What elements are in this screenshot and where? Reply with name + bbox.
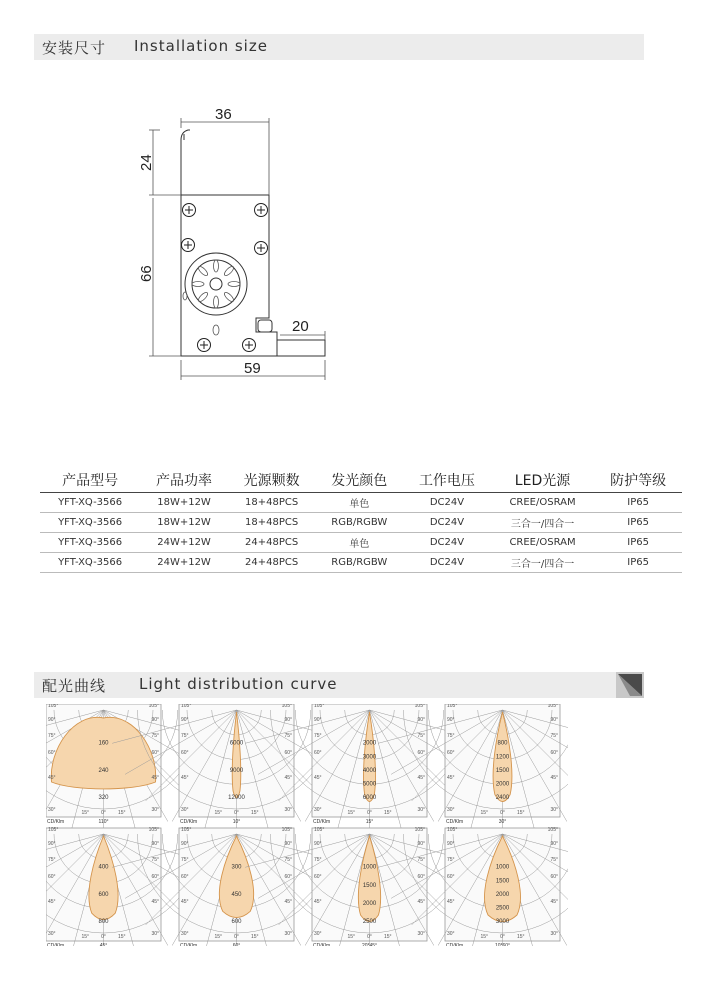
angle-label: 90° bbox=[550, 841, 558, 847]
table-row bbox=[40, 493, 682, 513]
unit-label: CD/Klm bbox=[313, 943, 331, 946]
cell: 24W+12W bbox=[140, 533, 228, 553]
dim-top-width: 36 bbox=[215, 106, 232, 123]
value-label: 1500 bbox=[495, 767, 510, 774]
value-label: 600 bbox=[98, 891, 109, 898]
angle-label: 75° bbox=[417, 733, 425, 739]
angle-label: 30° bbox=[417, 807, 425, 813]
angle-label: 15° bbox=[516, 934, 525, 940]
angle-label: 15° bbox=[516, 810, 525, 816]
header-voltage: 工作电压 bbox=[403, 468, 491, 493]
value-label: 5000 bbox=[362, 781, 377, 788]
angle-label: 45° bbox=[550, 775, 558, 781]
angle-label: 60° bbox=[181, 750, 189, 756]
beam-angle-label: 10*60° bbox=[494, 943, 511, 946]
angle-label: 75° bbox=[181, 733, 189, 739]
angle-label: 60° bbox=[447, 750, 455, 756]
angle-label: 15° bbox=[214, 810, 223, 816]
value-label: 2500 bbox=[362, 919, 377, 926]
light-distribution-curves bbox=[46, 704, 568, 946]
angle-label: 0° bbox=[234, 810, 239, 816]
angle-label: 15° bbox=[81, 810, 90, 816]
angle-label: 30° bbox=[284, 807, 292, 813]
angle-label: 45° bbox=[151, 775, 159, 781]
cell: IP65 bbox=[594, 533, 682, 553]
beam-angle-label: 110° bbox=[98, 819, 109, 825]
angle-label: 30° bbox=[151, 807, 159, 813]
dim-foot-width: 20 bbox=[292, 318, 309, 335]
header-color: 发光颜色 bbox=[315, 468, 403, 493]
angle-label: 105° bbox=[48, 827, 59, 833]
angle-label: 90° bbox=[447, 717, 455, 723]
angle-label: 30° bbox=[181, 931, 189, 937]
light-distribution-header bbox=[34, 672, 644, 698]
angle-label: 75° bbox=[447, 733, 455, 739]
angle-label: 0° bbox=[367, 810, 372, 816]
value-label: 6000 bbox=[362, 795, 377, 802]
angle-label: 105° bbox=[547, 827, 558, 833]
corner-logo-icon bbox=[616, 672, 644, 698]
angle-label: 45° bbox=[181, 899, 189, 905]
value-label: 300 bbox=[231, 864, 242, 871]
angle-label: 45° bbox=[447, 899, 455, 905]
angle-label: 75° bbox=[314, 733, 322, 739]
header-model: 产品型号 bbox=[40, 468, 140, 493]
cell: RGB/RGBW bbox=[315, 553, 403, 573]
angle-label: 0° bbox=[367, 934, 372, 940]
value-label: 320 bbox=[98, 795, 109, 802]
angle-label: 60° bbox=[284, 750, 292, 756]
value-label: 9000 bbox=[229, 767, 244, 774]
angle-label: 0° bbox=[101, 934, 106, 940]
angle-label: 90° bbox=[417, 841, 425, 847]
angle-label: 105° bbox=[447, 827, 458, 833]
unit-label: CD/Klm bbox=[446, 943, 464, 946]
angle-label: 75° bbox=[181, 857, 189, 863]
angle-label: 60° bbox=[284, 874, 292, 880]
angle-label: 105° bbox=[414, 827, 425, 833]
unit-label: CD/Klm bbox=[313, 819, 331, 825]
cell: 18W+12W bbox=[140, 513, 228, 533]
angle-label: 60° bbox=[314, 874, 322, 880]
angle-label: 60° bbox=[314, 750, 322, 756]
angle-label: 15° bbox=[480, 934, 489, 940]
screw-icons bbox=[182, 204, 268, 352]
angle-label: 75° bbox=[48, 733, 56, 739]
table-row bbox=[40, 533, 682, 553]
angle-label: 45° bbox=[284, 899, 292, 905]
angle-label: 45° bbox=[417, 899, 425, 905]
cell: DC24V bbox=[403, 553, 491, 573]
angle-label: 90° bbox=[284, 841, 292, 847]
angle-label: 60° bbox=[550, 750, 558, 756]
angle-label: 30° bbox=[48, 931, 56, 937]
value-label: 2500 bbox=[495, 905, 510, 912]
angle-label: 105° bbox=[148, 827, 159, 833]
cell: DC24V bbox=[403, 533, 491, 553]
cell: 18+48PCS bbox=[228, 513, 316, 533]
angle-label: 0° bbox=[500, 810, 505, 816]
installation-drawing bbox=[0, 0, 715, 460]
beam-angle-label: 60° bbox=[232, 943, 241, 946]
angle-label: 75° bbox=[151, 857, 159, 863]
angle-label: 75° bbox=[314, 857, 322, 863]
angle-label: 105° bbox=[547, 704, 558, 709]
angle-label: 75° bbox=[550, 733, 558, 739]
value-label: 1200 bbox=[495, 754, 510, 761]
value-label: 240 bbox=[98, 767, 109, 774]
value-label: 450 bbox=[231, 891, 242, 898]
spec-header-row bbox=[40, 468, 682, 493]
angle-label: 0° bbox=[234, 934, 239, 940]
angle-label: 90° bbox=[48, 841, 56, 847]
value-label: 1500 bbox=[362, 882, 377, 889]
beam-angle-label: 45° bbox=[99, 943, 108, 946]
angle-label: 60° bbox=[417, 874, 425, 880]
angle-label: 45° bbox=[181, 775, 189, 781]
angle-label: 60° bbox=[151, 750, 159, 756]
cell: YFT-XQ-3566 bbox=[40, 513, 140, 533]
unit-label: CD/Klm bbox=[180, 943, 198, 946]
cell: 24W+12W bbox=[140, 553, 228, 573]
angle-label: 60° bbox=[48, 750, 56, 756]
value-label: 800 bbox=[497, 740, 508, 747]
dim-body-height: 66 bbox=[138, 265, 155, 282]
cell: 三合一/四合一 bbox=[491, 513, 595, 533]
angle-label: 45° bbox=[550, 899, 558, 905]
angle-label: 45° bbox=[417, 775, 425, 781]
angle-label: 15° bbox=[117, 934, 126, 940]
angle-label: 90° bbox=[284, 717, 292, 723]
cell: CREE/OSRAM bbox=[491, 493, 595, 513]
value-label: 12000 bbox=[228, 795, 245, 802]
angle-label: 15° bbox=[383, 934, 392, 940]
angle-label: 75° bbox=[447, 857, 455, 863]
angle-label: 75° bbox=[284, 733, 292, 739]
value-label: 2000 bbox=[362, 740, 377, 747]
angle-label: 75° bbox=[48, 857, 56, 863]
angle-label: 105° bbox=[414, 704, 425, 709]
angle-label: 105° bbox=[314, 827, 325, 833]
angle-label: 45° bbox=[48, 899, 56, 905]
cell: 单色 bbox=[315, 533, 403, 553]
cell: YFT-XQ-3566 bbox=[40, 533, 140, 553]
value-label: 3000 bbox=[495, 919, 510, 926]
cell: IP65 bbox=[594, 513, 682, 533]
cell: DC24V bbox=[403, 513, 491, 533]
installation-title-zh: 安装尺寸 bbox=[42, 39, 107, 57]
angle-label: 90° bbox=[314, 717, 322, 723]
angle-label: 60° bbox=[550, 874, 558, 880]
angle-label: 0° bbox=[500, 934, 505, 940]
value-label: 1000 bbox=[362, 864, 377, 871]
angle-label: 45° bbox=[151, 899, 159, 905]
angle-label: 90° bbox=[550, 717, 558, 723]
beam-angle-label: 30° bbox=[498, 819, 507, 825]
angle-label: 15° bbox=[347, 810, 356, 816]
cell: IP65 bbox=[594, 493, 682, 513]
angle-label: 90° bbox=[181, 717, 189, 723]
value-label: 4000 bbox=[362, 767, 377, 774]
angle-label: 45° bbox=[48, 775, 56, 781]
angle-label: 90° bbox=[447, 841, 455, 847]
angle-label: 60° bbox=[48, 874, 56, 880]
angle-label: 15° bbox=[250, 934, 259, 940]
angle-label: 90° bbox=[48, 717, 56, 723]
table-row bbox=[40, 553, 682, 573]
angle-label: 30° bbox=[181, 807, 189, 813]
angle-label: 90° bbox=[417, 717, 425, 723]
value-label: 1500 bbox=[495, 878, 510, 885]
value-label: 800 bbox=[98, 919, 109, 926]
angle-label: 30° bbox=[314, 807, 322, 813]
unit-label: CD/Klm bbox=[47, 943, 65, 946]
table-row bbox=[40, 513, 682, 533]
angle-label: 15° bbox=[81, 934, 90, 940]
cell: CREE/OSRAM bbox=[491, 533, 595, 553]
beam-angle-label: 15° bbox=[365, 819, 374, 825]
angle-label: 45° bbox=[447, 775, 455, 781]
light-distribution-title-zh: 配光曲线 bbox=[42, 677, 107, 695]
angle-label: 105° bbox=[148, 704, 159, 709]
angle-label: 60° bbox=[181, 874, 189, 880]
angle-label: 15° bbox=[383, 810, 392, 816]
angle-label: 30° bbox=[314, 931, 322, 937]
angle-label: 105° bbox=[314, 704, 325, 709]
angle-label: 30° bbox=[447, 807, 455, 813]
angle-label: 15° bbox=[214, 934, 223, 940]
dim-top-height: 24 bbox=[138, 154, 155, 171]
value-label: 2400 bbox=[495, 795, 510, 802]
angle-label: 105° bbox=[181, 704, 192, 709]
cell: RGB/RGBW bbox=[315, 513, 403, 533]
cell: DC24V bbox=[403, 493, 491, 513]
angle-label: 45° bbox=[284, 775, 292, 781]
header-led-count: 光源颗数 bbox=[228, 468, 316, 493]
unit-label: CD/Klm bbox=[446, 819, 464, 825]
value-label: 1000 bbox=[495, 864, 510, 871]
angle-label: 15° bbox=[117, 810, 126, 816]
installation-title-en: Installation size bbox=[134, 37, 268, 55]
spec-table bbox=[40, 468, 682, 573]
angle-label: 60° bbox=[417, 750, 425, 756]
unit-label: CD/Klm bbox=[180, 819, 198, 825]
value-label: 3000 bbox=[362, 754, 377, 761]
angle-label: 0° bbox=[101, 810, 106, 816]
angle-label: 30° bbox=[284, 931, 292, 937]
angle-label: 45° bbox=[314, 899, 322, 905]
angle-label: 90° bbox=[151, 717, 159, 723]
cell: 三合一/四合一 bbox=[491, 553, 595, 573]
angle-label: 30° bbox=[550, 807, 558, 813]
angle-label: 30° bbox=[417, 931, 425, 937]
angle-label: 90° bbox=[181, 841, 189, 847]
angle-label: 45° bbox=[314, 775, 322, 781]
header-ip: 防护等级 bbox=[594, 468, 682, 493]
angle-label: 30° bbox=[48, 807, 56, 813]
angle-label: 105° bbox=[447, 704, 458, 709]
beam-angle-label: 10° bbox=[232, 819, 241, 825]
header-power: 产品功率 bbox=[140, 468, 228, 493]
unit-label: CD/Klm bbox=[47, 819, 65, 825]
light-distribution-title-en: Light distribution curve bbox=[139, 675, 338, 693]
angle-label: 75° bbox=[417, 857, 425, 863]
cell: 18W+12W bbox=[140, 493, 228, 513]
beam-angle-label: 20*45° bbox=[361, 943, 378, 946]
value-label: 400 bbox=[98, 864, 109, 871]
value-label: 600 bbox=[231, 919, 242, 926]
cell: 24+48PCS bbox=[228, 553, 316, 573]
angle-label: 15° bbox=[250, 810, 259, 816]
angle-label: 75° bbox=[151, 733, 159, 739]
angle-label: 90° bbox=[151, 841, 159, 847]
header-led-source: LED光源 bbox=[491, 468, 595, 493]
angle-label: 105° bbox=[281, 704, 292, 709]
angle-label: 105° bbox=[181, 827, 192, 833]
angle-label: 60° bbox=[151, 874, 159, 880]
dim-total-width: 59 bbox=[244, 360, 261, 377]
cell: 18+48PCS bbox=[228, 493, 316, 513]
value-label: 2000 bbox=[362, 900, 377, 907]
angle-label: 90° bbox=[314, 841, 322, 847]
led-petals bbox=[183, 260, 240, 335]
angle-label: 15° bbox=[480, 810, 489, 816]
cell: 单色 bbox=[315, 493, 403, 513]
angle-label: 105° bbox=[281, 827, 292, 833]
angle-label: 60° bbox=[447, 874, 455, 880]
angle-label: 15° bbox=[347, 934, 356, 940]
angle-label: 30° bbox=[550, 931, 558, 937]
angle-label: 75° bbox=[550, 857, 558, 863]
angle-label: 30° bbox=[447, 931, 455, 937]
value-label: 2000 bbox=[495, 781, 510, 788]
cell: YFT-XQ-3566 bbox=[40, 493, 140, 513]
cell: 24+48PCS bbox=[228, 533, 316, 553]
value-label: 2000 bbox=[495, 891, 510, 898]
angle-label: 30° bbox=[151, 931, 159, 937]
cell: YFT-XQ-3566 bbox=[40, 553, 140, 573]
angle-label: 75° bbox=[284, 857, 292, 863]
value-label: 160 bbox=[98, 740, 109, 747]
cell: IP65 bbox=[594, 553, 682, 573]
value-label: 6000 bbox=[229, 740, 244, 747]
angle-label: 105° bbox=[48, 704, 59, 709]
